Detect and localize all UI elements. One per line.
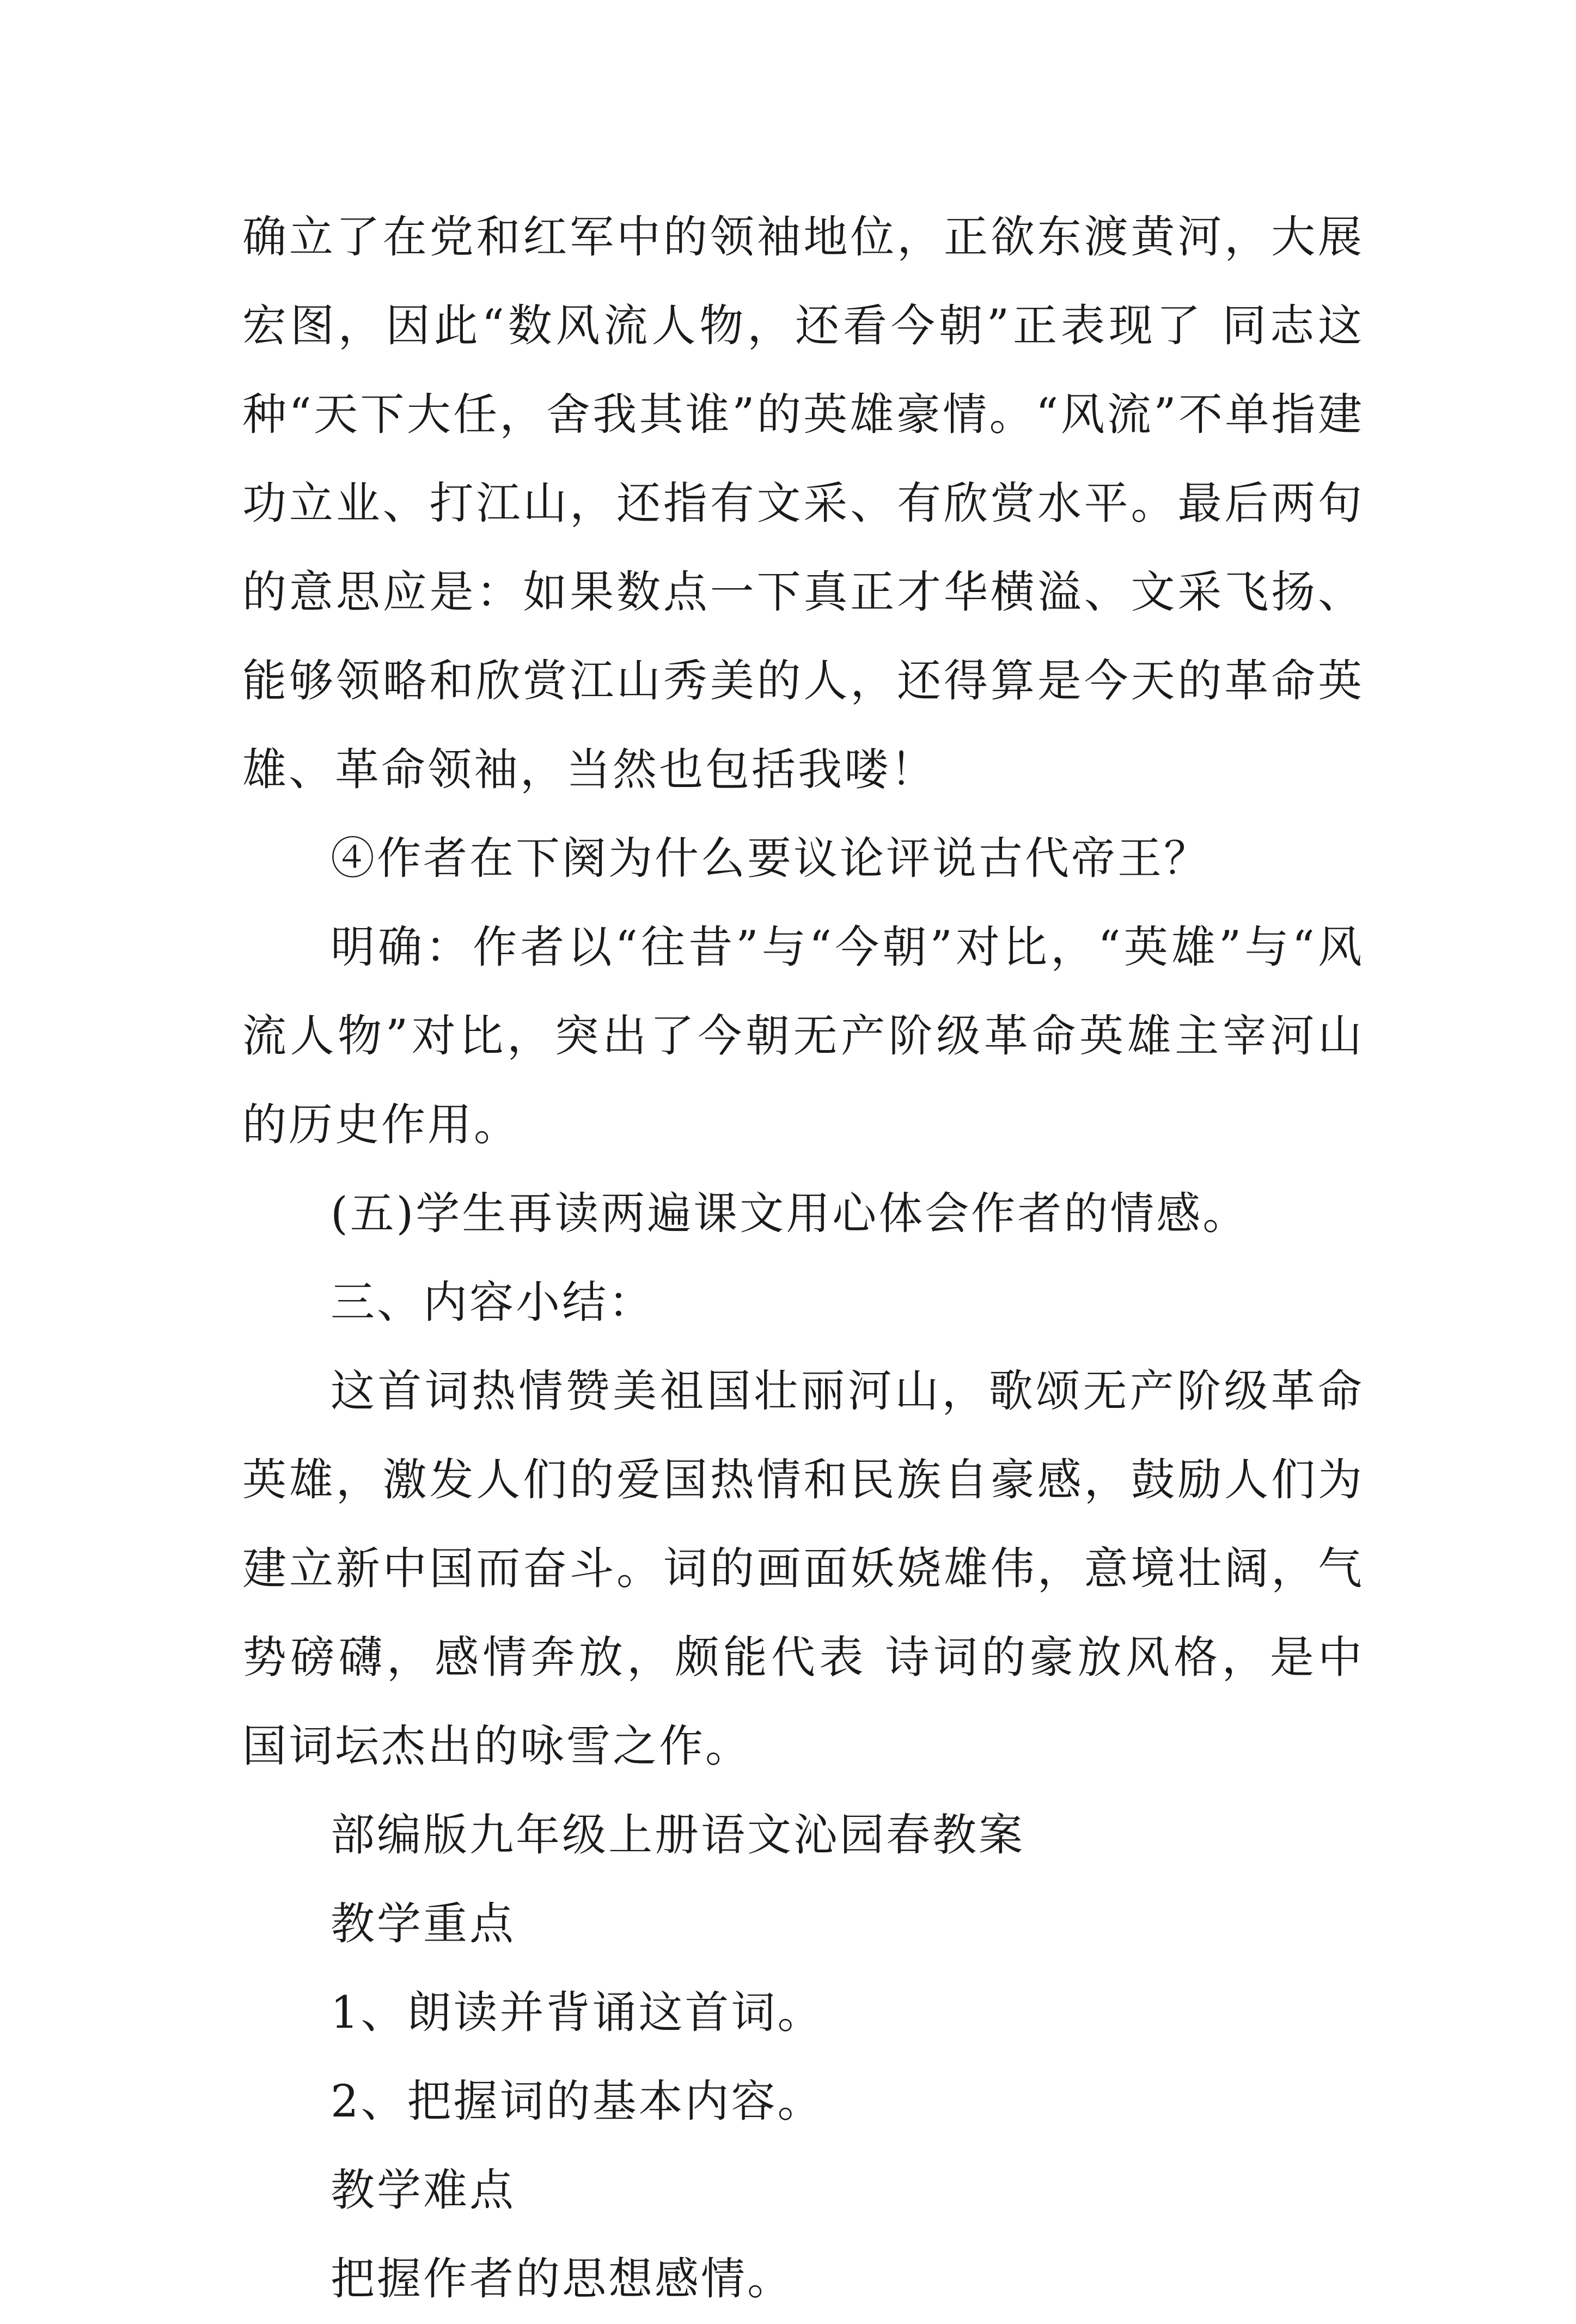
paragraph-summary: 这首词热情赞美祖国壮丽河山，歌颂无产阶级革命英雄，激发人们的爱国热情和民族自豪感，鼓励人们为建立新中国而奋斗。词的画面妖娆雄伟，意境壮阔，气势磅礴，感情奔放，颇能代表 诗词的豪放风格，是中国词坛杰出的咏雪之作。 [242, 1366, 1364, 1772]
paragraph-step-5: (五)学生再读两遍课文用心体会作者的情感。 [331, 1188, 1249, 1240]
section-heading-summary: 三、内容小结： [331, 1277, 655, 1328]
paragraph-analysis-continued: 确立了在党和红军中的领袖地位，正欲东渡黄河，大展宏图，因此“数风流人物，还看今朝”正表现了 同志这种“天下大任，舍我其谁”的英雄豪情。“风流”不单指建功立业、打江山，还指有文采、有欣赏水平。最后两句的意思应是：如果数点一下真正才华横溢、文采飞扬、能够领略和欣赏江山秀美的人，还得算是今天的革命英雄、革命领袖，当然也包括我喽！ [242, 212, 1364, 796]
paragraph-question-4: ④作者在下阕为什么要议论评说古代帝王？ [331, 833, 1211, 885]
lesson-plan-title: 部编版九年级上册语文沁园春教案 [331, 1810, 1025, 1861]
heading-teaching-focus: 教学重点 [331, 1899, 516, 1950]
paragraph-answer-4: 明确：作者以“往昔”与“今朝”对比，“英雄”与“风流人物”对比，突出了今朝无产阶级革命英雄主宰河山的历史作用。 [242, 922, 1364, 1151]
heading-teaching-difficulty: 教学难点 [331, 2165, 516, 2216]
document-body [242, 193, 1364, 2324]
list-item-focus-2: 2、把握词的基本内容。 [331, 2076, 824, 2127]
paragraph-difficulty: 把握作者的思想感情。 [331, 2254, 794, 2305]
list-item-focus-1: 1、朗读并背诵这首词。 [331, 1987, 824, 2039]
